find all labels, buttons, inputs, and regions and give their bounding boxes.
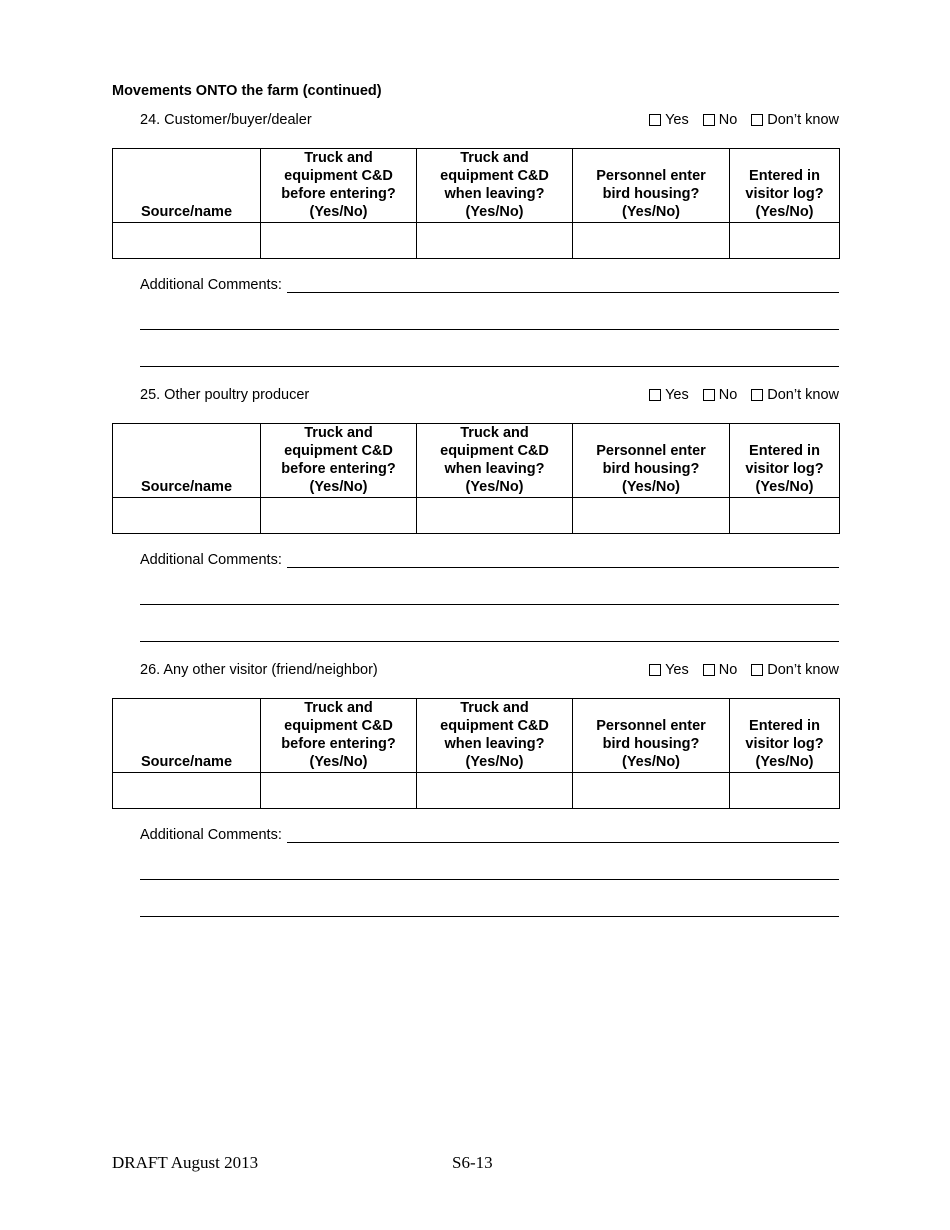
- checkbox-icon: [649, 389, 661, 401]
- comments-line[interactable]: [287, 278, 839, 293]
- comments-line[interactable]: [140, 329, 839, 330]
- question-26-label: 26. Any other visitor (friend/neighbor): [140, 662, 378, 678]
- option-yes[interactable]: Yes: [649, 662, 689, 678]
- comments-line[interactable]: [140, 604, 839, 605]
- option-no[interactable]: No: [703, 387, 738, 403]
- cell-source[interactable]: [113, 223, 261, 259]
- header-cd-after: Truck and equipment C&D when leaving? (Yes/No): [417, 699, 573, 773]
- cell-cd-after[interactable]: [417, 773, 573, 809]
- option-no[interactable]: No: [703, 112, 738, 128]
- option-dont-know[interactable]: Don’t know: [751, 112, 839, 128]
- cell-personnel[interactable]: [573, 773, 730, 809]
- cell-source[interactable]: [113, 773, 261, 809]
- option-yes[interactable]: Yes: [649, 387, 689, 403]
- cell-personnel[interactable]: [573, 223, 730, 259]
- table-row: [113, 498, 840, 534]
- checkbox-icon: [703, 664, 715, 676]
- question-25-comments: [140, 552, 839, 568]
- cell-source[interactable]: [113, 498, 261, 534]
- comments-line[interactable]: [140, 641, 839, 642]
- table-header-row: [113, 149, 840, 223]
- comments-line[interactable]: [140, 879, 839, 880]
- question-26-options: [649, 662, 839, 678]
- checkbox-icon: [751, 389, 763, 401]
- checkbox-icon: [751, 664, 763, 676]
- comments-label: Additional Comments:: [140, 552, 282, 568]
- header-source: Source/name: [113, 424, 261, 498]
- cell-cd-before[interactable]: [261, 498, 417, 534]
- footer-draft-date: DRAFT August 2013: [112, 1153, 259, 1172]
- question-24-table: [112, 148, 840, 259]
- checkbox-icon: [703, 114, 715, 126]
- question-24-options: [649, 112, 839, 128]
- cell-visitor-log[interactable]: [730, 773, 840, 809]
- header-personnel: Personnel enter bird housing? (Yes/No): [573, 149, 730, 223]
- checkbox-icon: [649, 114, 661, 126]
- option-dont-know[interactable]: Don’t know: [751, 662, 839, 678]
- option-dont-know[interactable]: Don’t know: [751, 387, 839, 403]
- question-24-comments: [140, 277, 839, 293]
- header-cd-after: Truck and equipment C&D when leaving? (Yes/No): [417, 424, 573, 498]
- checkbox-icon: [751, 114, 763, 126]
- comments-label: Additional Comments:: [140, 277, 282, 293]
- header-cd-before: Truck and equipment C&D before entering? (Yes/No): [261, 424, 417, 498]
- option-no[interactable]: No: [703, 662, 738, 678]
- cell-visitor-log[interactable]: [730, 498, 840, 534]
- question-26-comments: [140, 827, 839, 843]
- checkbox-icon: [649, 664, 661, 676]
- question-25-options: [649, 387, 839, 403]
- header-source: Source/name: [113, 149, 261, 223]
- table-header-row: [113, 424, 840, 498]
- header-source: Source/name: [113, 699, 261, 773]
- header-personnel: Personnel enter bird housing? (Yes/No): [573, 699, 730, 773]
- cell-cd-after[interactable]: [417, 498, 573, 534]
- section-title: Movements ONTO the farm (continued): [112, 83, 382, 99]
- header-visitor-log: Entered in visitor log? (Yes/No): [730, 149, 840, 223]
- cell-cd-before[interactable]: [261, 773, 417, 809]
- comments-line[interactable]: [287, 828, 839, 843]
- cell-visitor-log[interactable]: [730, 223, 840, 259]
- header-personnel: Personnel enter bird housing? (Yes/No): [573, 424, 730, 498]
- cell-cd-before[interactable]: [261, 223, 417, 259]
- footer-page-number: S6-13: [452, 1153, 493, 1172]
- table-header-row: [113, 699, 840, 773]
- header-cd-before: Truck and equipment C&D before entering? (Yes/No): [261, 149, 417, 223]
- header-visitor-log: Entered in visitor log? (Yes/No): [730, 699, 840, 773]
- table-row: [113, 773, 840, 809]
- comments-line[interactable]: [287, 553, 839, 568]
- comments-line[interactable]: [140, 366, 839, 367]
- comments-label: Additional Comments:: [140, 827, 282, 843]
- comments-line[interactable]: [140, 916, 839, 917]
- header-visitor-log: Entered in visitor log? (Yes/No): [730, 424, 840, 498]
- cell-personnel[interactable]: [573, 498, 730, 534]
- question-24-label: 24. Customer/buyer/dealer: [140, 112, 312, 128]
- cell-cd-after[interactable]: [417, 223, 573, 259]
- option-yes[interactable]: Yes: [649, 112, 689, 128]
- header-cd-before: Truck and equipment C&D before entering? (Yes/No): [261, 699, 417, 773]
- header-cd-after: Truck and equipment C&D when leaving? (Yes/No): [417, 149, 573, 223]
- checkbox-icon: [703, 389, 715, 401]
- question-26-table: [112, 698, 840, 809]
- table-row: [113, 223, 840, 259]
- question-25-label: 25. Other poultry producer: [140, 387, 310, 403]
- question-25-table: [112, 423, 840, 534]
